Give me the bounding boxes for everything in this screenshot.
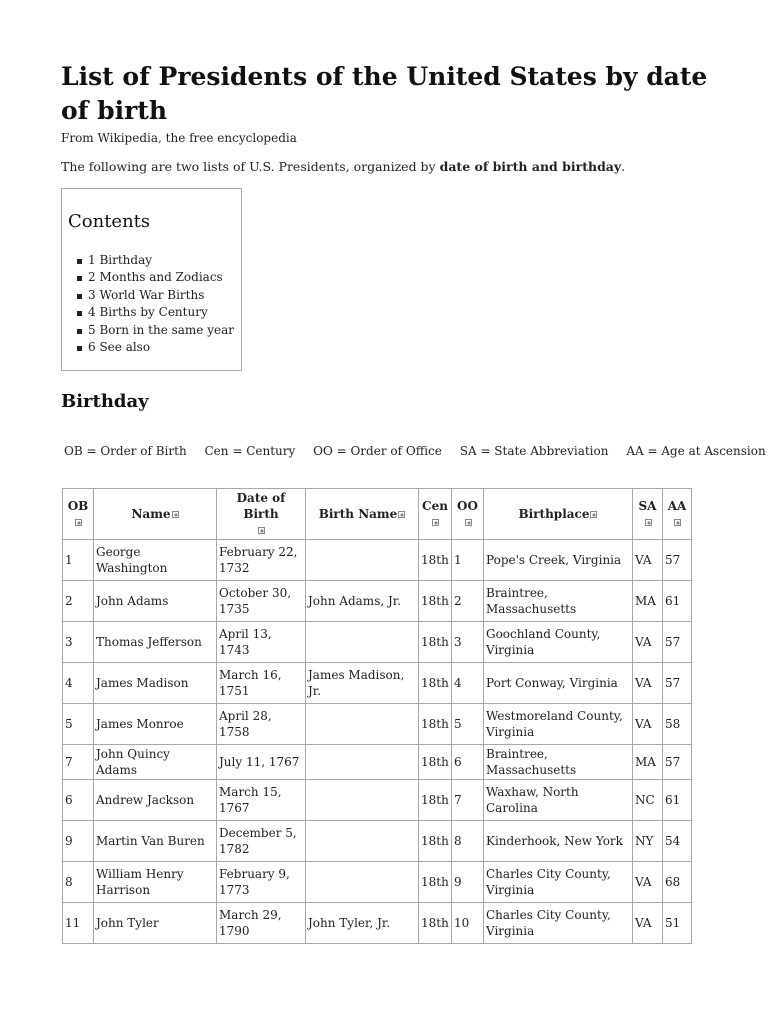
cell-birthplace: Charles City County, Virginia — [484, 862, 633, 903]
legend-item: AA = Age at Ascension — [626, 444, 766, 458]
cell-sa: VA — [633, 663, 663, 704]
presidents-table — [62, 488, 692, 944]
cell-sa: NC — [633, 780, 663, 821]
sort-icon[interactable] — [645, 519, 652, 526]
cell-aa: 54 — [663, 821, 692, 862]
site-tagline: From Wikipedia, the free encyclopedia — [61, 131, 297, 145]
cell-date-of-birth: April 28, 1758 — [217, 704, 306, 745]
cell-cen: 18th — [419, 780, 452, 821]
intro-bold-text: date of birth and birthday — [439, 159, 622, 174]
cell-oo: 6 — [452, 745, 484, 780]
cell-cen: 18th — [419, 821, 452, 862]
cell-birthplace: Goochland County, Virginia — [484, 622, 633, 663]
column-header-birth-name[interactable]: Birth Name — [306, 489, 419, 540]
cell-cen: 18th — [419, 862, 452, 903]
cell-name: James Monroe — [94, 704, 217, 745]
cell-sa: MA — [633, 745, 663, 780]
abbreviation-legend — [64, 444, 766, 458]
cell-oo: 7 — [452, 780, 484, 821]
cell-oo: 2 — [452, 581, 484, 622]
cell-oo: 5 — [452, 704, 484, 745]
cell-date-of-birth: March 29, 1790 — [217, 903, 306, 944]
intro-paragraph — [61, 159, 711, 174]
cell-birth-name — [306, 862, 419, 903]
cell-oo: 1 — [452, 540, 484, 581]
column-header-date-of-birth[interactable]: Date of Birth — [217, 489, 306, 540]
cell-date-of-birth: December 5, 1782 — [217, 821, 306, 862]
column-header-aa[interactable]: AA — [663, 489, 692, 540]
toc-item-see-also[interactable]: 6 See also — [88, 339, 235, 356]
table-row — [63, 704, 692, 745]
cell-name: Andrew Jackson — [94, 780, 217, 821]
toc-title: Contents — [68, 211, 151, 232]
cell-birthplace: Waxhaw, North Carolina — [484, 780, 633, 821]
cell-birth-name — [306, 780, 419, 821]
toc-item-birthday[interactable]: 1 Birthday — [88, 252, 235, 269]
cell-name: John Tyler — [94, 903, 217, 944]
table-row — [63, 862, 692, 903]
cell-aa: 57 — [663, 540, 692, 581]
table-row — [63, 745, 692, 780]
cell-name: John Adams — [94, 581, 217, 622]
sort-icon[interactable] — [398, 511, 405, 518]
cell-aa: 68 — [663, 862, 692, 903]
sort-icon[interactable] — [432, 519, 439, 526]
sort-icon[interactable] — [590, 511, 597, 518]
cell-oo: 9 — [452, 862, 484, 903]
legend-item: SA = State Abbreviation — [459, 444, 609, 458]
cell-aa: 61 — [663, 780, 692, 821]
sort-icon[interactable] — [258, 527, 265, 534]
cell-ob: 6 — [63, 780, 94, 821]
cell-sa: VA — [633, 540, 663, 581]
cell-birth-name: John Tyler, Jr. — [306, 903, 419, 944]
cell-date-of-birth: March 15, 1767 — [217, 780, 306, 821]
cell-ob: 3 — [63, 622, 94, 663]
cell-name: Thomas Jefferson — [94, 622, 217, 663]
page-title: List of Presidents of the United States by date of birth — [61, 62, 708, 125]
cell-ob: 4 — [63, 663, 94, 704]
table-header-row — [63, 489, 692, 540]
cell-birth-name — [306, 821, 419, 862]
cell-birthplace: Braintree, Massachusetts — [484, 745, 633, 780]
column-header-sa[interactable]: SA — [633, 489, 663, 540]
cell-cen: 18th — [419, 540, 452, 581]
cell-birth-name: James Madison, Jr. — [306, 663, 419, 704]
cell-birthplace: Braintree, Massachusetts — [484, 581, 633, 622]
intro-end: . — [621, 159, 626, 174]
cell-birthplace: Port Conway, Virginia — [484, 663, 633, 704]
cell-cen: 18th — [419, 622, 452, 663]
table-row — [63, 581, 692, 622]
legend-item: Cen = Century — [204, 444, 296, 458]
cell-cen: 18th — [419, 704, 452, 745]
table-of-contents — [61, 188, 242, 371]
cell-ob: 7 — [63, 745, 94, 780]
cell-sa: NY — [633, 821, 663, 862]
cell-date-of-birth: October 30, 1735 — [217, 581, 306, 622]
toc-list — [68, 252, 235, 356]
column-header-cen[interactable]: Cen — [419, 489, 452, 540]
toc-item-months-zodiacs[interactable]: 2 Months and Zodiacs — [88, 269, 235, 286]
sort-icon[interactable] — [674, 519, 681, 526]
intro-text: The following are two lists of U.S. Presidents, organized by — [61, 159, 440, 174]
cell-aa: 57 — [663, 745, 692, 780]
cell-name: James Madison — [94, 663, 217, 704]
table-row — [63, 663, 692, 704]
table-row — [63, 780, 692, 821]
cell-birthplace: Westmoreland County, Virginia — [484, 704, 633, 745]
legend-item: OO = Order of Office — [313, 444, 442, 458]
cell-birth-name — [306, 622, 419, 663]
cell-cen: 18th — [419, 663, 452, 704]
cell-date-of-birth: July 11, 1767 — [217, 745, 306, 780]
cell-date-of-birth: February 9, 1773 — [217, 862, 306, 903]
cell-name: Martin Van Buren — [94, 821, 217, 862]
cell-cen: 18th — [419, 903, 452, 944]
cell-aa: 61 — [663, 581, 692, 622]
section-heading-birthday: Birthday — [61, 391, 149, 412]
cell-date-of-birth: March 16, 1751 — [217, 663, 306, 704]
cell-ob: 2 — [63, 581, 94, 622]
table-row — [63, 903, 692, 944]
cell-ob: 5 — [63, 704, 94, 745]
sort-icon[interactable] — [75, 519, 82, 526]
table-row — [63, 540, 692, 581]
cell-name: George Washington — [94, 540, 217, 581]
cell-oo: 10 — [452, 903, 484, 944]
cell-birthplace: Pope's Creek, Virginia — [484, 540, 633, 581]
cell-oo: 4 — [452, 663, 484, 704]
cell-sa: MA — [633, 581, 663, 622]
cell-birth-name — [306, 704, 419, 745]
cell-sa: VA — [633, 862, 663, 903]
cell-oo: 3 — [452, 622, 484, 663]
cell-name: William Henry Harrison — [94, 862, 217, 903]
cell-sa: VA — [633, 704, 663, 745]
cell-oo: 8 — [452, 821, 484, 862]
sort-icon[interactable] — [465, 519, 472, 526]
cell-ob: 1 — [63, 540, 94, 581]
article — [61, 60, 766, 944]
cell-birthplace: Charles City County, Virginia — [484, 903, 633, 944]
cell-cen: 18th — [419, 745, 452, 780]
column-header-oo[interactable]: OO — [452, 489, 484, 540]
cell-birth-name — [306, 540, 419, 581]
cell-ob: 9 — [63, 821, 94, 862]
cell-sa: VA — [633, 903, 663, 944]
cell-sa: VA — [633, 622, 663, 663]
cell-ob: 11 — [63, 903, 94, 944]
cell-ob: 8 — [63, 862, 94, 903]
table-row — [63, 622, 692, 663]
cell-aa: 58 — [663, 704, 692, 745]
column-header-name[interactable]: Name — [94, 489, 217, 540]
column-header-ob[interactable]: OB — [63, 489, 94, 540]
cell-birthplace: Kinderhook, New York — [484, 821, 633, 862]
cell-aa: 57 — [663, 622, 692, 663]
legend-item: OB = Order of Birth — [64, 444, 187, 458]
cell-cen: 18th — [419, 581, 452, 622]
column-header-birthplace[interactable]: Birthplace — [484, 489, 633, 540]
sort-icon[interactable] — [172, 511, 179, 518]
toc-item-world-war-births[interactable]: 3 World War Births — [88, 287, 235, 304]
cell-date-of-birth: February 22, 1732 — [217, 540, 306, 581]
toc-item-born-same-year[interactable]: 5 Born in the same year — [88, 322, 235, 339]
cell-birth-name: John Adams, Jr. — [306, 581, 419, 622]
cell-date-of-birth: April 13, 1743 — [217, 622, 306, 663]
cell-aa: 57 — [663, 663, 692, 704]
table-row — [63, 821, 692, 862]
cell-birth-name — [306, 745, 419, 780]
toc-item-births-by-century[interactable]: 4 Births by Century — [88, 304, 235, 321]
cell-aa: 51 — [663, 903, 692, 944]
cell-name: John Quincy Adams — [94, 745, 217, 780]
